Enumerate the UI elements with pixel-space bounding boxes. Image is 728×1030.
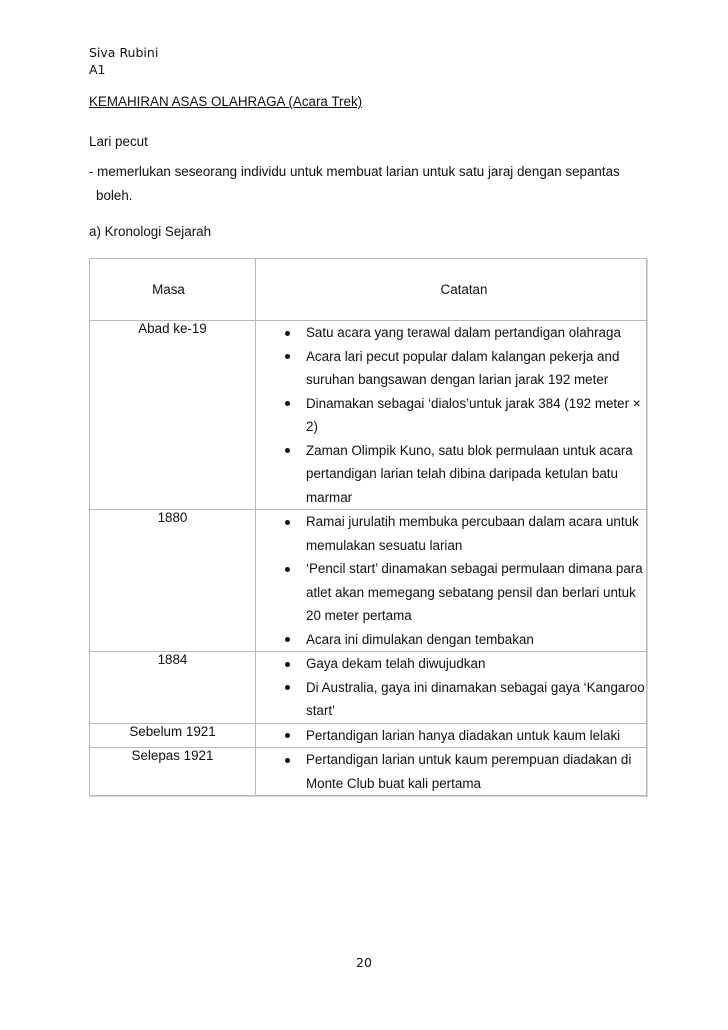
bullet-icon xyxy=(285,401,290,406)
definition xyxy=(89,160,649,208)
list-item xyxy=(256,557,646,628)
list-item-text: Ramai jurulatih membuka percubaan dalam acara untuk memulakan sesuatu larian xyxy=(306,514,639,553)
catatan-cell xyxy=(256,723,647,748)
bullet-icon xyxy=(285,662,290,667)
chronology-table xyxy=(89,258,647,796)
list-item-text: ‘Pencil start’ dinamakan sebagai permulaan dimana para atlet akan memegang sebatang pensil dan berlari untuk 20 meter pertama xyxy=(306,561,643,623)
catatan-cell xyxy=(256,510,647,652)
bullet-icon xyxy=(285,520,290,525)
definition-line: - memerlukan seseorang individu untuk membuat larian untuk satu jaraj dengan sepantas xyxy=(89,164,620,179)
bullet-icon xyxy=(285,637,290,642)
table-row xyxy=(90,723,647,748)
list-item xyxy=(256,510,646,557)
list-item-text: Satu acara yang terawal dalam pertandigan olahraga xyxy=(306,325,621,340)
catatan-cell xyxy=(256,748,647,796)
section-label: a) Kronologi Sejarah xyxy=(89,224,212,239)
definition-line: boleh. xyxy=(96,188,133,203)
header-masa xyxy=(90,259,256,321)
page-number: 20 xyxy=(356,955,372,970)
table-row xyxy=(90,510,647,652)
list-item xyxy=(256,676,646,723)
bullet-list xyxy=(256,510,646,651)
bullet-icon xyxy=(285,354,290,359)
bullet-list xyxy=(256,724,646,748)
bullet-list xyxy=(256,652,646,723)
masa-cell: Abad ke-19 xyxy=(90,321,256,510)
class-code: A1 xyxy=(89,62,106,77)
bullet-list xyxy=(256,321,646,509)
list-item-text: Pertandigan larian hanya diadakan untuk kaum lelaki xyxy=(306,727,621,743)
header-catatan xyxy=(256,259,647,321)
author-name: Siva Rubini xyxy=(89,45,159,60)
list-item-text: Dinamakan sebagai ‘dialos’untuk jarak 384 (192 meter × 2) xyxy=(306,395,641,434)
bullet-icon xyxy=(285,567,290,572)
list-item-text: Di Australia, gaya ini dinamakan sebagai gaya ‘Kangaroo start’ xyxy=(306,679,645,718)
list-item xyxy=(256,345,646,392)
list-item xyxy=(256,321,646,345)
list-item xyxy=(256,748,646,795)
list-item-text: Pertandigan larian untuk kaum perempuan diadakan di Monte Club buat kali pertama xyxy=(306,752,632,791)
bullet-icon xyxy=(285,685,290,690)
header-catatan-label: Catatan xyxy=(440,282,488,297)
subtitle: Lari pecut xyxy=(89,134,148,149)
masa-cell: Sebelum 1921 xyxy=(90,723,256,748)
bullet-icon xyxy=(285,448,290,453)
list-item-text: Acara ini dimulakan dengan tembakan xyxy=(306,631,534,647)
header-masa-label: Masa xyxy=(152,282,185,297)
masa-cell: Selepas 1921 xyxy=(90,748,256,796)
table-row xyxy=(90,652,647,724)
list-item xyxy=(256,724,646,748)
table-row xyxy=(90,321,647,510)
list-item xyxy=(256,628,646,652)
list-item-text: Zaman Olimpik Kuno, satu blok permulaan untuk acara pertandigan larian telah dibina daripada ketulan batu marmar xyxy=(306,442,633,505)
bullet-icon xyxy=(285,733,290,738)
masa-cell: 1880 xyxy=(90,510,256,652)
list-item-text: Acara lari pecut popular dalam kalangan pekerja and suruhan bangsawan dengan larian jarak 192 meter xyxy=(306,348,620,387)
bullet-icon xyxy=(285,758,290,763)
table-header-row xyxy=(90,259,647,321)
table-row xyxy=(90,748,647,796)
bullet-icon xyxy=(285,331,290,336)
catatan-cell xyxy=(256,652,647,724)
masa-cell: 1884 xyxy=(90,652,256,724)
page-title: KEMAHIRAN ASAS OLAHRAGA (Acara Trek) xyxy=(89,94,363,109)
bullet-list xyxy=(256,748,646,795)
list-item xyxy=(256,439,646,510)
catatan-cell xyxy=(256,321,647,510)
list-item xyxy=(256,392,646,439)
list-item xyxy=(256,652,646,676)
list-item-text: Gaya dekam telah diwujudkan xyxy=(306,656,486,671)
